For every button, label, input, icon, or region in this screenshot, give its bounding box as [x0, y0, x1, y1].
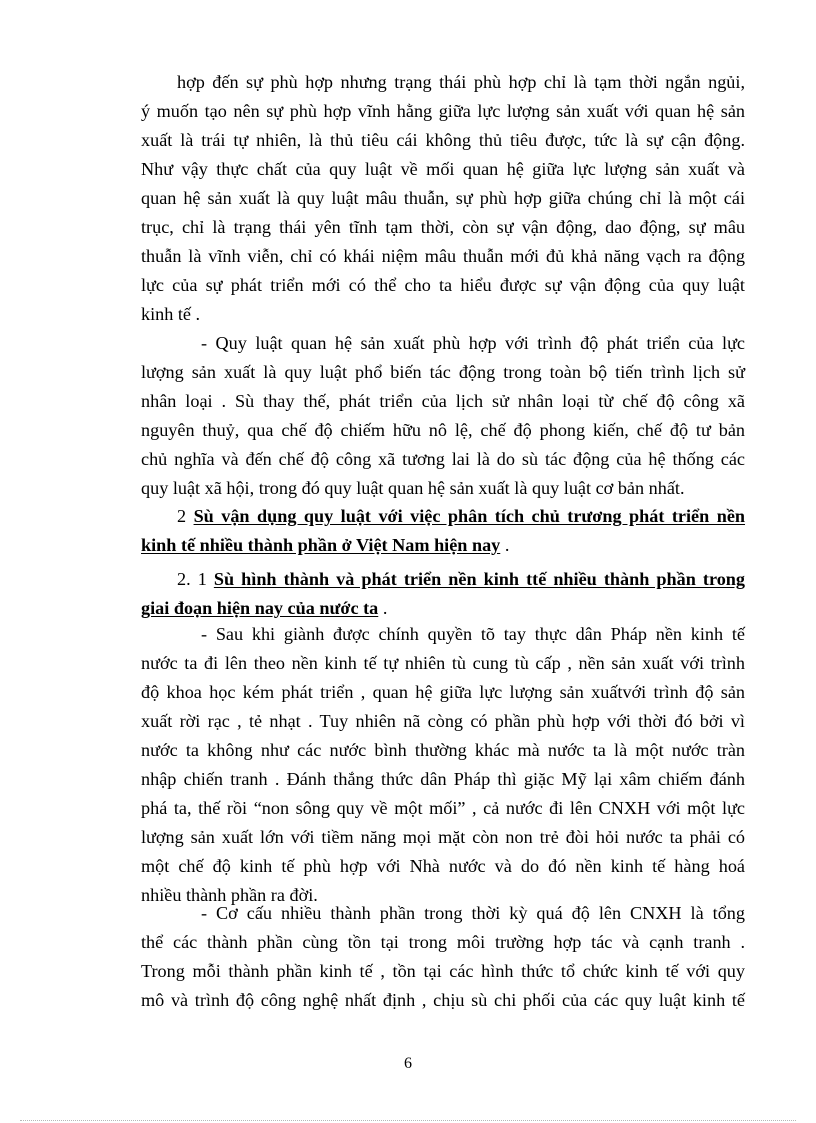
heading-trail: .	[378, 598, 388, 618]
heading-title: kinh tế nhiều thành phần ở Việt Nam hiện nay	[141, 535, 501, 555]
paragraph-line: kinh tế .	[141, 304, 201, 324]
heading-line	[141, 531, 745, 560]
paragraph-line: Như vậy thực chất của quy luật về mối quan hệ giữa lực lượng sản xuất và	[141, 159, 745, 179]
paragraph-line: nhân loại . Sù thay thế, phát triển của lịch sử nhân loại từ chế độ công xã	[141, 391, 745, 411]
paragraph-line: một chế độ kinh tế phù hợp với Nhà nước và do đó nền kinh tế hàng hoá	[141, 856, 745, 876]
paragraph-line: xuất là trái tự nhiên, là thủ tiêu cái không thủ tiêu được, tức là sự cận động.	[141, 130, 745, 150]
paragraph-line: - Cơ cấu nhiều thành phần trong thời kỳ quá độ lên CNXH là tổng	[201, 903, 745, 923]
paragraph-line: - Sau khi giành được chính quyền tõ tay thực dân Pháp nền kinh tế	[201, 624, 745, 644]
paragraph-line: phá ta, thế rồi “non sông quy về một mối” , cả nước đi lên CNXH với một lực	[141, 798, 745, 818]
paragraph-line: nhiều thành phần ra đời.	[141, 885, 318, 905]
paragraph-line: chủ nghĩa và đến chế độ công xã tương lai là do sù tác động của hệ thống các	[141, 449, 745, 469]
paragraph-line: trục, chỉ là trạng thái yên tĩnh tạm thời, còn sự vận động, dao động, sự mâu	[141, 217, 745, 237]
paragraph-line: mô và trình độ công nghệ nhất định , chịu sù chi phối của các quy luật kinh tế	[141, 990, 745, 1010]
paragraph-line: nguyên thuỷ, qua chế độ chiếm hữu nô lệ, chế độ phong kiến, chế độ tư bản	[141, 420, 745, 440]
paragraph-line: thuẫn là vĩnh viễn, chỉ có khái niệm mâu thuẫn mới đủ khả năng vạch ra động	[141, 246, 745, 266]
paragraph-line: lực của sự phát triển mới có thể cho ta hiểu được sự vận động của quy luật	[141, 275, 745, 295]
paragraph-line: lượng sản xuất là quy luật phổ biến tác động trong toàn bộ tiến trình lịch sử	[141, 362, 745, 382]
paragraph-3	[141, 620, 745, 910]
paragraph-line: quy luật xã hội, trong đó quy luật quan hệ sản xuất là quy luật cơ bản nhất.	[141, 478, 685, 498]
heading-line	[141, 502, 745, 531]
paragraph-line: độ khoa học kém phát triển , quan hệ giữa lực lượng sản xuấtvới trình độ sản	[141, 682, 745, 702]
section-heading-2	[141, 502, 745, 560]
paragraph-line: xuất rời rạc , tẻ nhạt . Tuy nhiên nã còng có phần phù hợp với thời đó bởi vì	[141, 711, 745, 731]
paragraph-line: hợp đến sự phù hợp nhưng trạng thái phù hợp chỉ là tạm thời ngắn ngủi,	[177, 72, 745, 92]
heading-line	[141, 565, 745, 594]
paragraph-line: nhập chiến tranh . Đánh thắng thức dân Pháp thì giặc Mỹ lại xâm chiếm đánh	[141, 769, 745, 789]
paragraph-line: nước ta không như các nước bình thường khác mà nước ta là một nước tràn	[141, 740, 745, 760]
page-number: 6	[404, 1055, 412, 1072]
heading-number: 2	[177, 506, 187, 526]
paragraph-2	[141, 329, 745, 503]
paragraph-4	[141, 899, 745, 1015]
heading-title: Sù hình thành và phát triển nền kinh ttế nhiều thành phần trong	[213, 569, 745, 589]
heading-number: 2. 1	[177, 569, 207, 589]
heading-title: Sù vận dụng quy luật với việc phân tích chủ trương phát triển nền	[193, 506, 746, 526]
paragraph-line: Trong mỗi thành phần kinh tế , tồn tại các hình thức tổ chức kinh tế với quy	[141, 961, 745, 981]
heading-line	[141, 594, 745, 623]
paragraph-line: quan hệ sản xuất là quy luật mâu thuẫn, sự phù hợp giữa chúng chỉ là một cái	[141, 188, 745, 208]
page-bottom-rule	[20, 1120, 796, 1121]
paragraph-line: lượng sản xuất lớn với tiềm năng mọi mặt còn non trẻ đòi hỏi nước ta phải có	[141, 827, 745, 847]
paragraph-line: nước ta đi lên theo nền kinh tế tự nhiên tù cung tù cấp , nền sản xuất với trình	[141, 653, 745, 673]
paragraph-line: thể các thành phần cùng tồn tại trong môi trường hợp tác và cạnh tranh .	[141, 932, 745, 952]
heading-title: giai đoạn hiện nay của nước ta	[141, 598, 379, 618]
paragraph-line: ý muốn tạo nên sự phù hợp vĩnh hằng giữa lực lượng sản xuất với quan hệ sản	[141, 101, 745, 121]
heading-trail: .	[500, 535, 510, 555]
section-heading-2-1	[141, 565, 745, 623]
paragraph-1	[141, 68, 745, 329]
paragraph-line: - Quy luật quan hệ sản xuất phù hợp với trình độ phát triển của lực	[201, 333, 745, 353]
